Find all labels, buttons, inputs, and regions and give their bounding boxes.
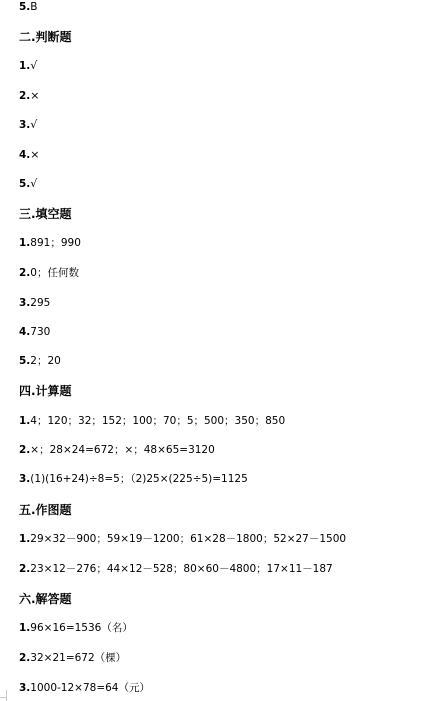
page-corner-mark — [0, 697, 6, 699]
answer-line — [19, 296, 50, 310]
item-number: 2. — [19, 444, 31, 456]
answer-text: 4；120；32；152；100；70；5；500；350；850 — [30, 415, 286, 427]
cross-mark: × — [30, 89, 40, 102]
section-heading: 三.填空题 — [19, 207, 72, 221]
answer-line — [19, 236, 81, 250]
item-number: 3. — [19, 473, 31, 485]
answer-line — [19, 414, 285, 428]
answer-line — [19, 532, 346, 546]
answer-line — [19, 621, 133, 635]
item-number: 4. — [19, 326, 31, 338]
item-number: 1. — [19, 622, 31, 634]
answer-text: 1000-12×78=64（元） — [30, 682, 150, 694]
section-heading: 五.作图题 — [19, 503, 72, 517]
item-number: 1. — [19, 415, 31, 427]
answer-text: 2；20 — [30, 355, 61, 367]
answer-text: 32×21=672（棵） — [30, 652, 127, 664]
answer-text: 96×16=1536（名） — [30, 622, 133, 634]
item-number: 5. — [19, 1, 31, 13]
answer-line — [19, 681, 150, 695]
section-heading: 四.计算题 — [19, 384, 72, 398]
item-number: 4. — [19, 149, 31, 161]
item-number: 3. — [19, 297, 31, 309]
item-number: 2. — [19, 652, 31, 664]
answer-line — [19, 472, 248, 486]
answer-text: ×；28×24=672；×；48×65=3120 — [30, 444, 215, 456]
answer-text: 730 — [30, 326, 51, 338]
answer-text: 295 — [30, 297, 51, 309]
answer-line — [19, 0, 38, 14]
answer-line — [19, 59, 37, 73]
answer-line — [19, 148, 40, 162]
answer-text: 23×12－276；44×12－528；80×60－4800；17×11－187 — [30, 563, 333, 575]
answer-line — [19, 89, 40, 103]
item-number: 2. — [19, 267, 31, 279]
answer-text: (1)(16+24)÷8=5；（2)25×(225÷5)=1125 — [30, 473, 248, 485]
answer-line — [19, 443, 215, 457]
answer-text: B — [30, 1, 38, 13]
answer-line — [19, 325, 50, 339]
answer-line — [19, 354, 61, 368]
section-heading: 六.解答题 — [19, 592, 72, 606]
answer-text: 29×32－900；59×19－1200；61×28－1800；52×27－1500 — [30, 533, 347, 545]
check-mark: √ — [30, 118, 38, 131]
item-number: 1. — [19, 533, 31, 545]
item-number: 5. — [19, 355, 31, 367]
item-number: 3. — [19, 682, 31, 694]
section-heading: 二.判断题 — [19, 30, 72, 44]
item-number: 5. — [19, 178, 31, 190]
check-mark: √ — [30, 59, 38, 72]
answer-line — [19, 651, 126, 665]
item-number: 2. — [19, 563, 31, 575]
answer-line — [19, 118, 37, 132]
answer-line — [19, 266, 79, 280]
item-number: 2. — [19, 90, 31, 102]
item-number: 3. — [19, 119, 31, 131]
item-number: 1. — [19, 237, 31, 249]
cross-mark: × — [30, 148, 40, 161]
item-number: 1. — [19, 60, 31, 72]
answer-text: 0；任何数 — [30, 267, 79, 279]
answer-line — [19, 562, 333, 576]
check-mark: √ — [30, 177, 38, 190]
answer-text: 891；990 — [30, 237, 81, 249]
answer-line — [19, 177, 37, 191]
page-corner-mark — [6, 690, 8, 701]
